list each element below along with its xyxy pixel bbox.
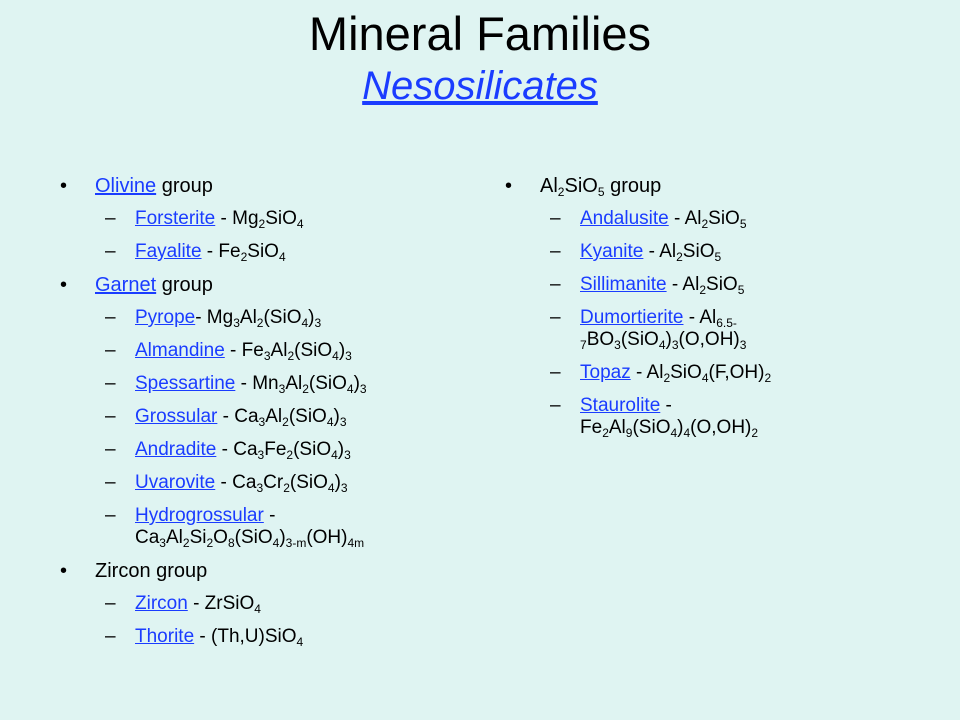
grossular-link[interactable]: Grossular — [135, 406, 218, 427]
andalusite-item — [505, 208, 805, 230]
formula-text: - Al — [630, 362, 664, 383]
almandine-item — [60, 340, 460, 362]
formula-text: (SiO — [293, 439, 332, 460]
subscript: 8 — [227, 536, 235, 550]
formula-text: (OH) — [306, 527, 348, 548]
formula-text: Al — [165, 527, 183, 548]
subscript: 3 — [344, 448, 351, 462]
thorite-link[interactable]: Thorite — [135, 626, 195, 647]
formula-text: - Al — [668, 208, 702, 229]
group-suffix: group — [604, 175, 662, 197]
subscript: 3 — [263, 349, 271, 363]
formula-text: - Mg — [215, 208, 259, 229]
formula-text: (F,OH) — [708, 362, 765, 383]
grossular-item — [60, 406, 460, 428]
subscript: 2 — [699, 283, 707, 297]
subscript: 4 — [278, 250, 286, 264]
subscript: 2 — [751, 426, 759, 440]
formula-text: SiO — [708, 208, 740, 229]
subscript: 6.5- — [716, 316, 737, 330]
kyanite-link[interactable]: Kyanite — [580, 241, 644, 262]
subscript: 4 — [301, 316, 309, 330]
formula-text: Al — [540, 175, 558, 197]
subscript: 5 — [597, 185, 605, 199]
formula-text: ) — [338, 340, 346, 361]
nesosilicates-link[interactable]: Nesosilicates — [362, 64, 598, 108]
subscript: 4 — [296, 217, 304, 231]
formula-text: - Mn — [235, 373, 279, 394]
formula-text: Al — [239, 307, 257, 328]
formula-text: - — [263, 505, 276, 526]
pyrope-item — [60, 307, 460, 329]
formula-text: - — [660, 395, 672, 416]
formula-text: - (Th,U)SiO — [194, 626, 297, 647]
hydrogrossular-item — [60, 505, 460, 549]
formula-text: (SiO — [308, 373, 347, 394]
subscript: 3 — [256, 481, 264, 495]
spessartine-item — [60, 373, 460, 395]
formula-text: - Ca — [216, 439, 258, 460]
subscript: 4m — [347, 536, 365, 550]
garnet-group-heading — [60, 274, 460, 296]
subscript: 2 — [663, 371, 671, 385]
subscript: 3 — [614, 338, 621, 352]
subscript: 4 — [332, 349, 339, 363]
subscript: 7 — [580, 338, 587, 352]
formula-text: SiO — [564, 175, 598, 197]
andradite-item — [60, 439, 460, 461]
slide-title: Mineral Families — [308, 7, 652, 60]
formula-text: (SiO — [288, 406, 327, 427]
left-column — [60, 175, 460, 659]
subscript: 4 — [701, 371, 709, 385]
group-suffix: group — [156, 274, 213, 296]
subscript: 5 — [739, 217, 747, 231]
subscript: 3 — [340, 481, 348, 495]
subscript: 3 — [339, 415, 347, 429]
formula-text: SiO — [670, 362, 702, 383]
formula-text: (SiO — [234, 527, 273, 548]
subscript: 2 — [206, 536, 214, 550]
formula-text: Fe — [264, 439, 287, 460]
formula-text: (SiO — [620, 329, 659, 350]
formula-text: - Fe — [201, 241, 241, 262]
formula-text: - ZrSiO — [187, 593, 255, 614]
formula-text: BO — [586, 329, 615, 350]
right-column — [505, 175, 805, 450]
subscript: 5 — [714, 250, 722, 264]
topaz-item — [505, 362, 805, 384]
formula-text: Al — [270, 340, 288, 361]
formula-text: ) — [279, 527, 286, 548]
subscript: 4 — [346, 382, 354, 396]
subtitle-link[interactable] — [0, 62, 960, 110]
subscript: 2 — [302, 382, 309, 396]
subscript: 3 — [359, 382, 367, 396]
subscript: 2 — [240, 250, 248, 264]
formula-text: SiO — [682, 241, 715, 262]
subscript: 9 — [625, 426, 633, 440]
formula-text: SiO — [265, 208, 297, 229]
group-suffix: group — [156, 175, 213, 197]
pyrope-link[interactable]: Pyrope — [135, 307, 196, 328]
subscript: 4 — [272, 536, 280, 550]
dumortierite-link[interactable]: Dumortierite — [580, 307, 684, 328]
subscript: 4 — [331, 448, 338, 462]
formula-text: Al — [265, 406, 283, 427]
subscript: 2 — [286, 448, 294, 462]
formula-continuation — [580, 329, 805, 351]
andradite-link[interactable]: Andradite — [135, 439, 217, 460]
formula-continuation — [580, 417, 805, 439]
sillimanite-link[interactable]: Sillimanite — [580, 274, 667, 295]
al2sio5-group-heading — [505, 175, 805, 197]
subscript: 5 — [737, 283, 745, 297]
formula-text: - Mg — [195, 307, 234, 328]
olivine-group-heading — [60, 175, 460, 197]
subscript: 2 — [602, 426, 609, 440]
subscript: 4 — [683, 426, 691, 440]
olivine-link[interactable]: Olivine — [95, 175, 157, 197]
fayalite-link[interactable]: Fayalite — [135, 241, 202, 262]
hydrogrossular-link[interactable]: Hydrogrossular — [135, 505, 264, 526]
formula-text: - Ca — [217, 406, 259, 427]
subscript: 2 — [256, 316, 264, 330]
andalusite-link[interactable]: Andalusite — [580, 208, 669, 229]
dumortierite-item — [505, 307, 805, 351]
formula-text: (SiO — [294, 340, 333, 361]
formula-text: Cr — [263, 472, 284, 493]
zircon-item — [60, 593, 460, 615]
subscript: 2 — [182, 536, 190, 550]
subscript: 4 — [296, 635, 304, 649]
formula-text: - Al — [643, 241, 677, 262]
formula-text: SiO — [247, 241, 279, 262]
formula-text: (SiO — [289, 472, 328, 493]
subscript: 3 — [258, 415, 266, 429]
formula-text: - Al — [683, 307, 717, 328]
thorite-item — [60, 626, 460, 648]
subscript: 4 — [254, 602, 261, 616]
subscript: 3 — [314, 316, 322, 330]
formula-text: ) — [337, 439, 345, 460]
formula-text: - Fe — [224, 340, 264, 361]
subscript: 2 — [676, 250, 683, 264]
subscript: 3 — [671, 338, 679, 352]
formula-text: Al — [285, 373, 303, 394]
zircon-link[interactable]: Zircon — [135, 593, 188, 614]
garnet-link[interactable]: Garnet — [95, 274, 157, 296]
uvarovite-item — [60, 472, 460, 494]
formula-text: ) — [353, 373, 360, 394]
formula-continuation — [135, 527, 460, 549]
formula-text: ) — [334, 472, 341, 493]
subscript: 2 — [282, 415, 289, 429]
formula-text: SiO — [706, 274, 738, 295]
uvarovite-link[interactable]: Uvarovite — [135, 472, 216, 493]
formula-text: ) — [665, 329, 672, 350]
formula-text: Fe — [580, 417, 603, 438]
subscript: 2 — [258, 217, 266, 231]
spessartine-link[interactable]: Spessartine — [135, 373, 236, 394]
subscript: 3 — [257, 448, 265, 462]
subscript: 4 — [670, 426, 678, 440]
subscript: 3 — [345, 349, 352, 363]
staurolite-link[interactable]: Staurolite — [580, 395, 661, 416]
formula-text: O — [213, 527, 228, 548]
subscript: 2 — [764, 371, 772, 385]
almandine-link[interactable]: Almandine — [135, 340, 225, 361]
formula-text: (SiO — [632, 417, 671, 438]
fayalite-item — [60, 241, 460, 263]
formula-text: (SiO — [263, 307, 302, 328]
forsterite-item — [60, 208, 460, 230]
subscript: 2 — [701, 217, 709, 231]
subscript: 2 — [283, 481, 290, 495]
topaz-link[interactable]: Topaz — [580, 362, 631, 383]
subscript: 3 — [278, 382, 286, 396]
sillimanite-item — [505, 274, 805, 296]
formula-text: ) — [677, 417, 684, 438]
formula-text: Si — [189, 527, 207, 548]
subscript: 4 — [327, 481, 335, 495]
subscript: 2 — [287, 349, 295, 363]
formula-text: - Al — [666, 274, 700, 295]
formula-text: ) — [333, 406, 340, 427]
formula-text: Al — [608, 417, 626, 438]
formula-text: (O,OH) — [690, 417, 752, 438]
forsterite-link[interactable]: Forsterite — [135, 208, 216, 229]
subscript: 3 — [233, 316, 240, 330]
staurolite-item — [505, 395, 805, 439]
formula-text: Ca — [135, 527, 160, 548]
subscript: 4 — [326, 415, 334, 429]
formula-text: (O,OH) — [678, 329, 740, 350]
formula-text: - Ca — [215, 472, 257, 493]
subscript: 4 — [658, 338, 666, 352]
subscript: 2 — [557, 185, 565, 199]
subscript: 3-m — [285, 536, 307, 550]
subscript: 3 — [159, 536, 166, 550]
zircon-group-heading: • Zircon group — [60, 560, 460, 582]
formula-text: ) — [308, 307, 315, 328]
subscript: 3 — [739, 338, 747, 352]
kyanite-item — [505, 241, 805, 263]
